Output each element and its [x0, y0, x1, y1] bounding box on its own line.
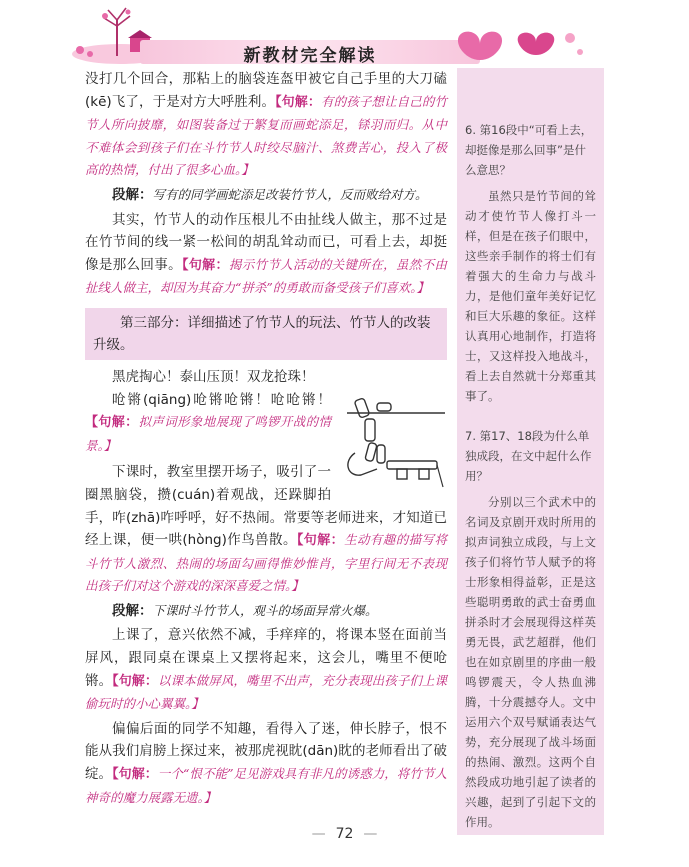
paragraph [85, 209, 447, 300]
paragraph [85, 68, 447, 182]
page-header [0, 0, 689, 70]
sentence-note: 生动有趣的描写将斗竹节人激烈、热闹的场面勾画得惟妙惟肖，字里行间无不表现出孩子们对这个游戏的深深喜爱之情。】 [85, 532, 447, 594]
book-title: 新教材完全解读 [243, 46, 377, 66]
paragraph-text: 没打几个回合，那粘上的脑袋连盔甲被它自己手里的大刀磕(kē)飞了，于是对方大呼胜利。 [85, 71, 447, 110]
segment-note-text: 写有的同学画蛇添足改装竹节人，反而败给对方。 [152, 186, 428, 202]
paragraph-text: 呛锵(qiāng)呛锵呛锵！呛呛锵！ [112, 391, 331, 408]
paragraph [85, 624, 447, 715]
sentence-note-tag: 【句解： [275, 94, 321, 110]
paragraph-text: 下课时，教室里摆开场子，吸引了一圈黑脑袋，攒(cuán)着观战，还跺脚拍手，咋(zhā)咋呼呼，好不热闹。常要等老师进来，才知道已经上课，便一哄(hòng)作鸟兽散。 [85, 464, 447, 549]
sentence-note: 揭示竹节人活动的关键所在，虽然不由扯线人做主，却因为其奋力“拼杀”的勇敢而备受孩子们喜欢。】 [85, 256, 447, 296]
segment-note-text: 下课时斗竹节人，观斗的场面异常火爆。 [152, 602, 378, 618]
paragraph-text: 偏偏后面的同学不知趣，看得入了迷，伸长脖子，恨不能从我们肩膀上探过来，被那虎视眈(dān)眈的老师看出了破绽。 [85, 720, 447, 783]
paragraph-text: 其实，竹节人的动作压根儿不由扯线人做主，那不过是在竹节间的线一紧一松间的胡乱耸动而已，可看上去，却挺像是那么回事。 [85, 211, 447, 273]
footer-dash-right: — [363, 826, 378, 842]
sentence-note: 拟声词形象地展现了鸣锣开战的情景。】 [85, 414, 331, 453]
footer-dash-left: — [311, 826, 326, 842]
answer-7: 分别以三个武术中的名词及京剧开戏时所用的拟声词独立成段，与上文孩子们将竹节人赋予的将士形象相得益彰，正是这些聪明勇敢的武士奋勇血拼杀时才会展现得这样英勇无畏，武艺超群，他们也在如京剧里的序曲一般鸣锣震天，令人热血沸腾，十分震撼夺人。文中运用六个双号赋诵表达气势，充分展现了战斗场面的热闹、激烈。这两个自然段成功地引起了读者的兴趣，起到了引起下文的作用。 [465, 495, 596, 829]
paragraph-text: 黑虎掏心！泰山压顶！双龙抢珠！ [112, 368, 315, 385]
sentence-note-tag: 【句解： [85, 415, 139, 431]
main-text-column [85, 68, 447, 809]
question-6: 6. 第16段中“可看上去，却挺像是那么回事”是什么意思？ [465, 123, 593, 177]
segment-note [85, 184, 447, 207]
paragraph [85, 718, 447, 809]
part-summary-box [85, 308, 447, 360]
sentence-note: 有的孩子想让自己的竹节人所向披靡，如图装备过于繁复而画蛇添足，铩羽而归。从中不难体会到孩子们在斗竹节人时绞尽脑汁、煞费苦心，投入了极高的热情，付出了很多心血。】 [85, 93, 447, 178]
sentence-note: 一个“恨不能”足见游戏具有非凡的诱惑力，将竹节人神奇的魔力展露无遗。】 [85, 766, 447, 805]
part-summary-text: 第三部分：详细描述了竹节人的玩法、竹节人的改装升级。 [93, 314, 431, 353]
segment-note-label: 段解： [112, 186, 153, 203]
butterfly-decoration-icon [440, 18, 590, 68]
sentence-note-tag: 【句解： [112, 673, 158, 689]
segment-note-label: 段解： [112, 602, 153, 619]
paragraph-text: 上课了，意兴依然不减，手痒痒的，将课本竖在面前当屏风，跟同桌在课桌上又摆将起来，这会儿，嘴里不便呛锵。 [85, 627, 447, 689]
page-number: 72 [335, 826, 354, 842]
bamboo-puppet-illustration [337, 391, 447, 493]
side-question-column [457, 68, 604, 835]
paragraph [85, 366, 447, 389]
sentence-note-tag: 【句解： [296, 533, 345, 549]
segment-note [85, 600, 447, 623]
sentence-note-tag: 【句解： [112, 767, 158, 783]
page-footer [0, 826, 689, 842]
sentence-note: 以课本做屏风，嘴里不出声，充分表现出孩子们上课偷玩时的小心翼翼。】 [85, 672, 447, 712]
answer-6: 虽然只是竹节间的耸动才使竹节人像打斗一样，但是在孩子们眼中，这些亲手制作的将士们有着强大的生命力与战斗力，是他们童年美好记忆和巨大乐趣的象征。这样认真用心地制作，打造将士，又这样投入地战斗，看上去自然就十分郑重其事了。 [465, 189, 596, 403]
question-7: 7. 第17、18段为什么单独成段，在文中起什么作用？ [465, 429, 592, 483]
sentence-note-tag: 【句解： [181, 257, 229, 273]
